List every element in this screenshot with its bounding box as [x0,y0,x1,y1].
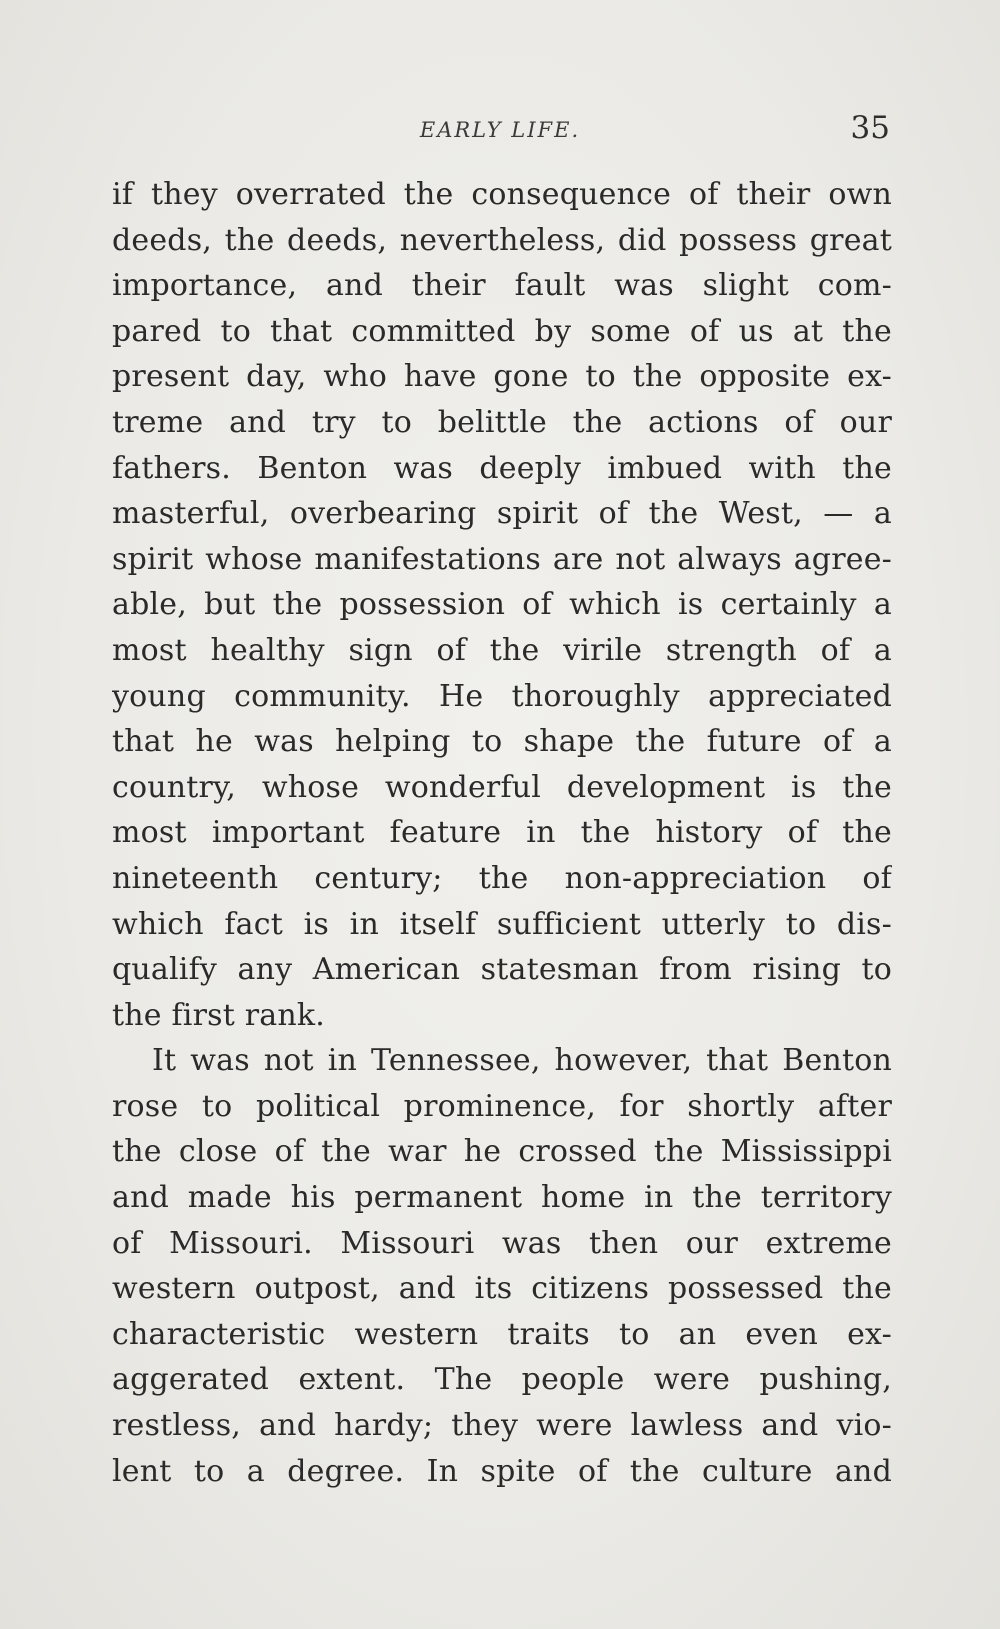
text-line: the first rank. [112,997,325,1033]
text-line: importance, and their fault was slight com- [112,268,892,304]
text-line: lent to a degree. In spite of the culture and [112,1453,892,1489]
text-line: if they overrated the consequence of their own [112,177,892,212]
text-line: restless, and hardy; they were lawless and vio- [112,1408,892,1444]
text-line: qualify any American statesman from rising to [112,952,892,988]
text-line: deeds, the deeds, nevertheless, did possess great [112,222,892,258]
paragraph-2 [112,1038,892,1494]
text-line: which fact is in itself sufficient utterly to dis- [112,906,892,942]
text-line: aggerated extent. The people were pushing, [112,1362,892,1398]
text-line: nineteenth century; the non-appreciation of [112,860,892,896]
text-line: spirit whose manifestations are not always agree- [112,541,892,577]
text-line: It was not in Tennessee, however, that Benton [152,1043,892,1079]
text-line: most healthy sign of the virile strength of a [112,632,892,668]
paragraph-1 [112,172,892,1038]
page-number: 35 [850,110,890,146]
body-text [112,172,892,1494]
text-line: and made his permanent home in the territory [112,1180,892,1216]
text-line: that he was helping to shape the future of a [112,724,892,760]
text-line: fathers. Benton was deeply imbued with the [112,450,892,486]
text-line: able, but the possession of which is certainly a [112,587,892,623]
text-line: masterful, overbearing spirit of the West, — a [112,496,892,532]
text-line: young community. He thoroughly appreciated [112,678,892,714]
text-line: western outpost, and its citizens possessed the [112,1271,892,1307]
running-head: EARLY LIFE. [419,118,581,142]
page-header [110,110,890,160]
text-line: most important feature in the history of the [112,815,892,851]
text-line: pared to that committed by some of us at the [112,313,892,349]
text-line: characteristic western traits to an even ex- [112,1316,892,1352]
text-line: treme and try to belittle the actions of our [112,404,892,440]
text-line: the close of the war he crossed the Mississippi [112,1134,892,1170]
text-line: of Missouri. Missouri was then our extreme [112,1225,892,1261]
text-line: country, whose wonderful development is the [112,769,892,805]
text-line: present day, who have gone to the opposite ex- [112,359,892,395]
text-line: rose to political prominence, for shortly after [112,1088,892,1124]
